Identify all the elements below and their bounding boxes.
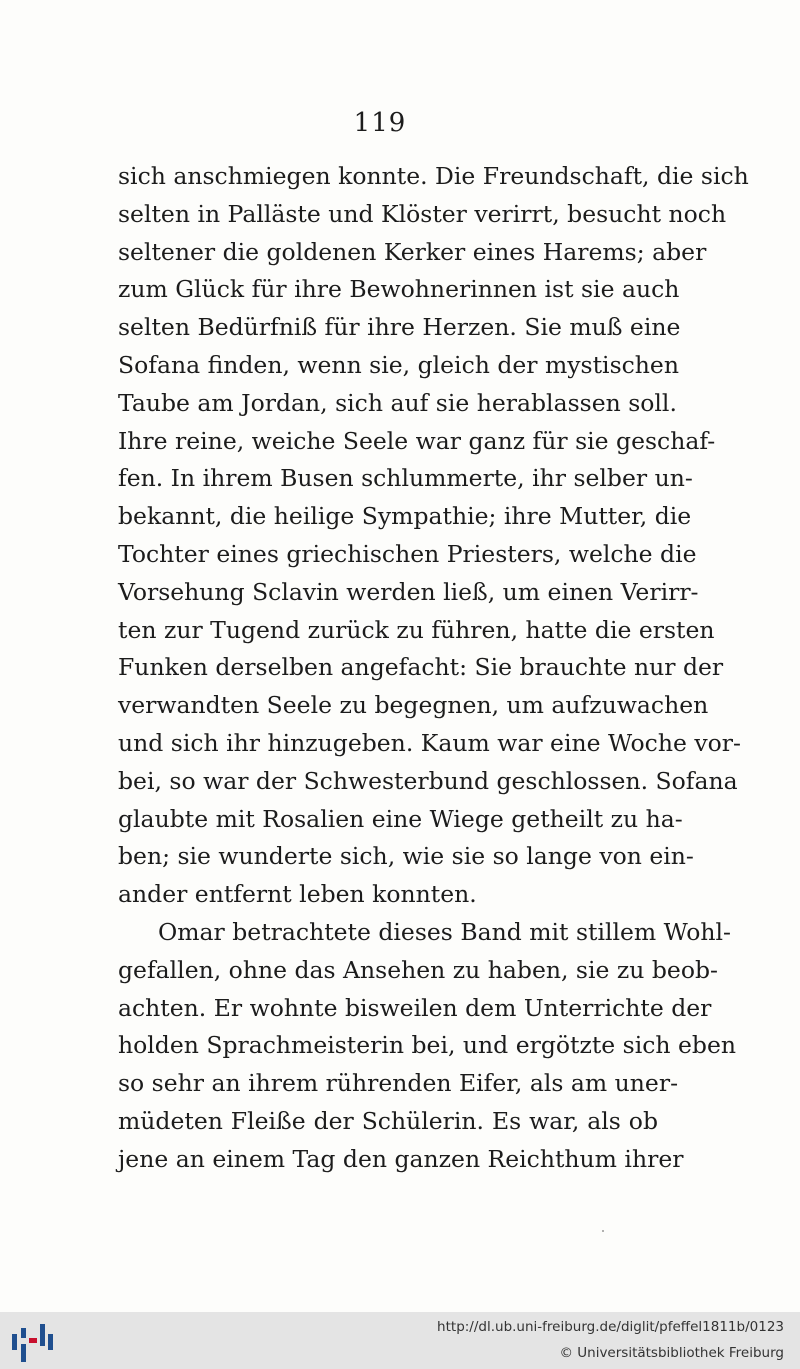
text-line: bei, so war der Schwesterbund geschlossen. Sofana (118, 766, 738, 795)
text-line: selten Bedürfniß für ihre Herzen. Sie muß eine (118, 313, 681, 342)
text-line: Ihre reine, weiche Seele war ganz für sie geschaf- (118, 426, 716, 455)
page-number: 119 (353, 108, 407, 138)
text-line: Taube am Jordan, sich auf sie herablassen soll. (118, 388, 677, 417)
body-text (118, 158, 749, 1179)
text-line: gefallen, ohne das Ansehen zu haben, sie zu beob- (118, 955, 718, 984)
text-line: Funken derselben angefacht: Sie brauchte nur der (118, 653, 724, 682)
text-line: so sehr an ihrem rührenden Eifer, als am uner- (118, 1069, 679, 1098)
paragraph-2 (118, 914, 737, 1179)
ub-freiburg-logo-icon[interactable] (10, 1320, 54, 1362)
text-line: ben; sie wunderte sich, wie sie so lange von ein- (118, 842, 694, 871)
text-line: glaubte mit Rosalien eine Wiege getheilt zu ha- (118, 804, 683, 833)
text-line: fen. In ihrem Busen schlummerte, ihr selber un- (118, 464, 693, 493)
paragraph-1 (118, 158, 749, 914)
text-line: zum Glück für ihre Bewohnerinnen ist sie auch (118, 275, 680, 304)
text-line: ander entfernt leben konnten. (118, 880, 477, 909)
text-line: bekannt, die heilige Sympathie; ihre Mutter, die (118, 502, 692, 531)
scan-speck (602, 1230, 604, 1232)
text-line: Vorsehung Sclavin werden ließ, um einen Verirr- (118, 577, 699, 606)
text-line: seltener die goldenen Kerker eines Harems; aber (118, 237, 707, 266)
text-line: müdeten Fleiße der Schülerin. Es war, als ob (118, 1106, 658, 1135)
text-line: verwandten Seele zu begegnen, um aufzuwachen (118, 691, 709, 720)
text-line: jene an einem Tag den ganzen Reichthum ihrer (118, 1144, 684, 1173)
footer-bar (0, 1312, 800, 1369)
permalink-url[interactable]: http://dl.ub.uni-freiburg.de/diglit/pfeffel1811b/0123 (437, 1319, 784, 1335)
text-line: achten. Er wohnte bisweilen dem Unterrichte der (118, 993, 712, 1022)
text-line: Tochter eines griechischen Priesters, welche die (118, 539, 697, 568)
copyright-notice: © Universitätsbibliothek Freiburg (559, 1345, 784, 1361)
text-line: Sofana finden, wenn sie, gleich der mystischen (118, 350, 679, 379)
text-line: Omar betrachtete dieses Band mit stillem Wohl- (158, 917, 731, 946)
text-line: selten in Palläste und Klöster verirrt, besucht noch (118, 199, 727, 228)
text-line: und sich ihr hinzugeben. Kaum war eine Woche vor- (118, 728, 741, 757)
text-line: ten zur Tugend zurück zu führen, hatte die ersten (118, 615, 715, 644)
text-line: sich anschmiegen konnte. Die Freundschaft, die sich (118, 162, 749, 190)
text-line: holden Sprachmeisterin bei, und ergötzte sich eben (118, 1031, 737, 1060)
